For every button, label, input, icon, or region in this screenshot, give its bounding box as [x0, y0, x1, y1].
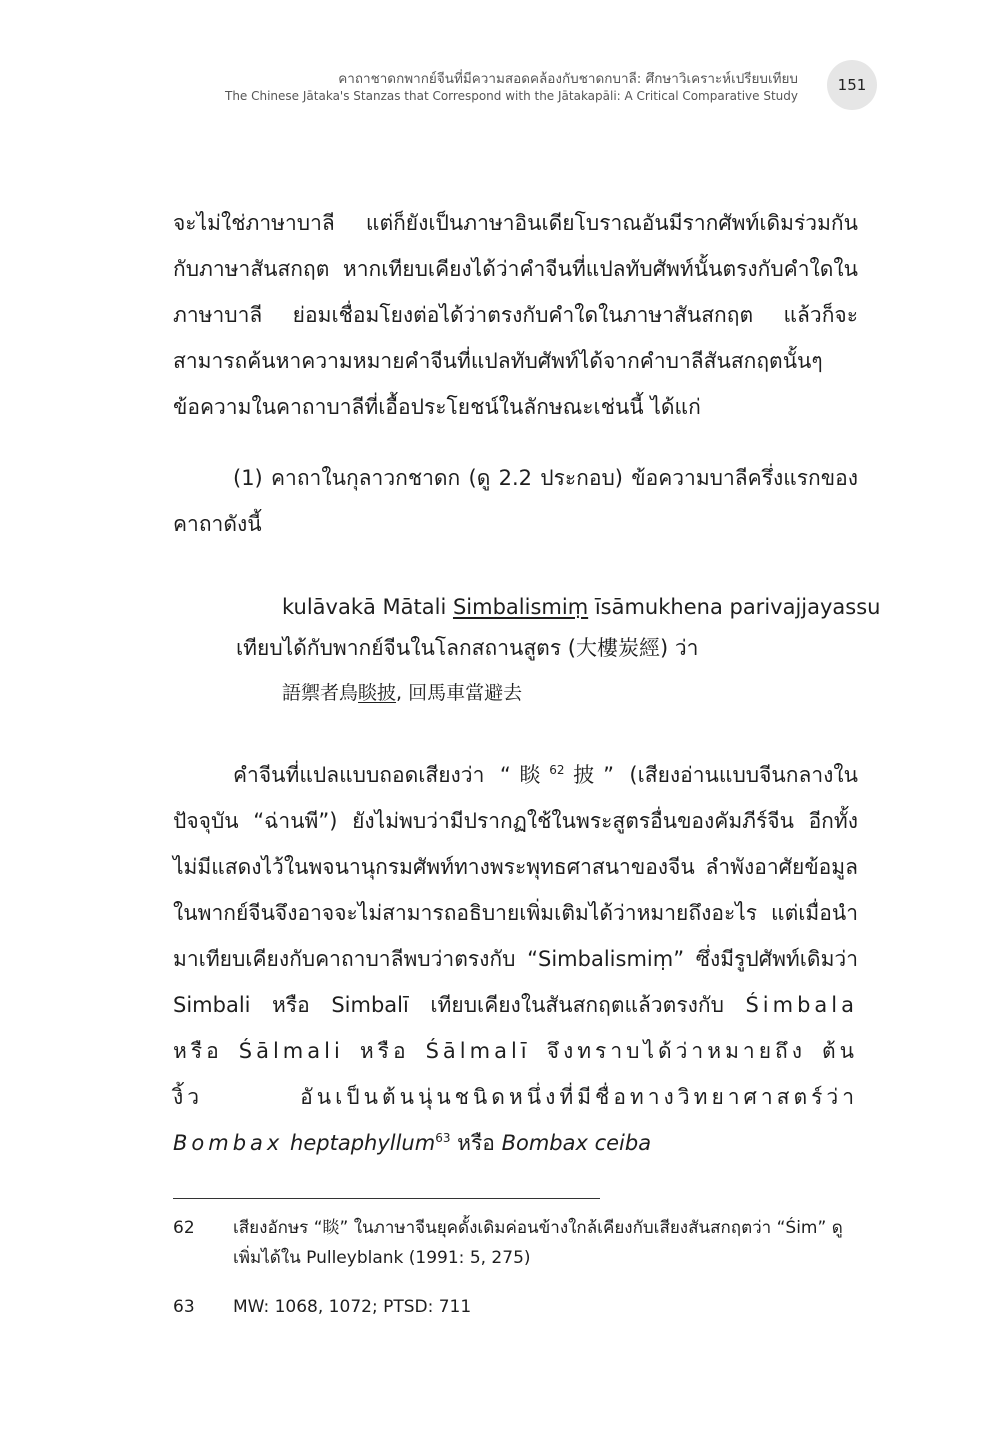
paragraph-2-text: (1) คาถาในกุลาวกชาดก (ดู 2.2 ประกอบ) ข้อความบาลีครึ่งแรกของคาถาดังนี้	[173, 466, 858, 536]
footnote-text: MW: 1068, 1072; PTSD: 711	[233, 1297, 472, 1317]
footnote-divider	[173, 1198, 600, 1199]
chinese-text-a: 語禦者鳥	[282, 682, 359, 704]
chinese-underlined-word: 睒披	[358, 682, 397, 704]
para3-text-3: Śimbala หรือ Śālmali หรือ Śālmalī จึงทราบได้ว่าหมายถึง ต้นงิ้ว	[173, 993, 858, 1109]
footnote-ref-62[interactable]: 62	[549, 763, 565, 777]
footnote-63	[173, 1292, 863, 1322]
footnote-number: 63	[173, 1297, 195, 1317]
species-genus-1: Bombax	[173, 1131, 284, 1155]
paragraph-2	[173, 455, 858, 547]
para3-text-1: คำจีนที่แปลแบบถอดเสียงว่า “睒	[233, 763, 550, 787]
para3-text-4: อันเป็นต้นนุ่นชนิดหนึ่งที่มีชื่อทางวิทยาศาสตร์ว่า	[300, 1085, 858, 1109]
paragraph-3	[173, 752, 858, 1166]
page-number: 151	[827, 60, 877, 110]
footnote-number: 62	[173, 1218, 195, 1238]
footnote-62	[173, 1213, 863, 1273]
species-name-1: heptaphyllum	[290, 1131, 436, 1155]
pali-text-a: kulāvakā Mātali	[282, 595, 453, 619]
pali-quote	[282, 587, 880, 627]
paragraph-1: จะไม่ใช่ภาษาบาลี แต่ก็ยังเป็นภาษาอินเดียโบราณอันมีรากศัพท์เดิมร่วมกันกับภาษาสันสกฤต หากเทียบเคียงได้ว่าคำจีนที่แปลทับศัพท์นั้นตรงกับคำใดในภาษาบาลี ย่อมเชื่อมโยงต่อได้ว่าตรงกับคำใดในภาษาสันสกฤต แล้วก็จะสามารถค้นหาความหมายคำจีนที่แปลทับศัพท์ได้จากคำบาลีสันสกฤตนั้นๆ ข้อความในคาถาบาลีที่เอื้อประโยชน์ในลักษณะเช่นนี้ ได้แก่	[173, 211, 858, 419]
footnote-ref-63[interactable]: 63	[435, 1131, 451, 1145]
species-name-2: Bombax ceiba	[501, 1131, 652, 1155]
comparison-line: เทียบได้กับพากย์จีนในโลกสถานสูตร (大樓炭經) ว่า	[236, 636, 699, 660]
header-title-english: The Chinese Jātaka's Stanzas that Correspond with the Jātakapāli: A Critical Comparative Study	[224, 89, 798, 103]
running-header	[225, 70, 798, 105]
para3-text-5: หรือ	[450, 1131, 502, 1155]
header-title-thai: คาถาชาดกพากย์จีนที่มีความสอดคล้องกับชาดกบาลี: ศึกษาวิเคราะห์เปรียบเทียบ	[338, 71, 798, 87]
para3-text-2: 披” (เสียงอ่านแบบจีนกลางในปัจจุบัน “ฉ่านพี”) ยังไม่พบว่ามีปรากฏใช้ในพระสูตรอื่นของคัมภีร์จีน อีกทั้งไม่มีแสดงไว้ในพจนานุกรมศัพท์ทางพระพุทธศาสนาของจีน ลำพังอาศัยข้อมูลในพากย์จีนจึงอาจจะไม่สามารถอธิบายเพิ่มเติมได้ว่าหมายถึงอะไร แต่เมื่อนำมาเทียบเคียงกับคาถาบาลีพบว่าตรงกับ “Simbalismiṃ” ซึ่งมีรูปศัพท์เดิมว่า Simbali หรือ Simbalī เทียบเคียงในสันสกฤตแล้วตรงกับ	[173, 763, 858, 1017]
footnote-text: เสียงอักษร “睒” ในภาษาจีนยุคดั้งเดิมค่อนข้างใกล้เคียงกับเสียงสันสกฤตว่า “Śim” ดูเพิ่มได้ใน Pulleyblank (1991: 5, 275)	[233, 1218, 843, 1268]
pali-text-b: īsāmukhena parivajjayassu	[588, 595, 881, 619]
pali-underlined-word: Simbalismiṃ	[452, 595, 589, 619]
chinese-text-b: , 回馬車當避去	[396, 682, 523, 704]
chinese-quote	[282, 673, 522, 713]
